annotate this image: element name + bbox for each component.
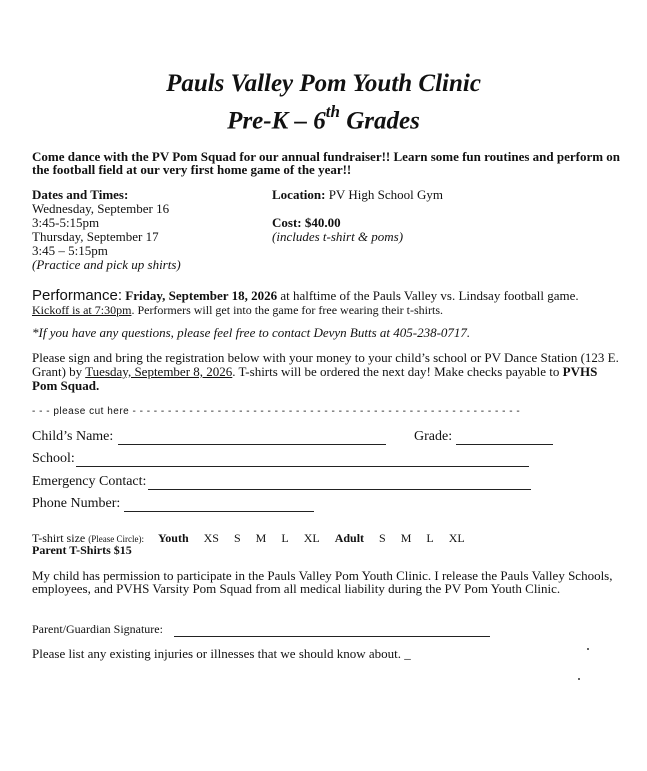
adult-size-xl[interactable]: XL bbox=[448, 531, 465, 545]
adult-size-l[interactable]: L bbox=[426, 531, 434, 545]
parent-tshirt-price: Parent T-Shirts $15 bbox=[32, 543, 132, 557]
emergency-contact-field[interactable] bbox=[148, 489, 531, 490]
youth-size-l[interactable]: L bbox=[281, 531, 289, 545]
date-line-2: Thursday, September 17 bbox=[32, 229, 159, 244]
instructions-text-2: . T-shirts will be ordered the next day! Make checks payable to bbox=[232, 364, 563, 379]
cost-label: Cost: $40.00 bbox=[272, 215, 341, 230]
grades-superscript: th bbox=[325, 102, 340, 121]
injuries-prompt: Please list any existing injuries or illnesses that we should know about. _ bbox=[32, 646, 411, 661]
dates-section bbox=[32, 188, 181, 272]
adult-size-m[interactable]: M bbox=[400, 531, 412, 545]
youth-size-xl[interactable]: XL bbox=[303, 531, 320, 545]
phone-number-field[interactable] bbox=[124, 511, 314, 512]
deadline-date: Tuesday, September 8, 2026 bbox=[85, 364, 233, 379]
location-line bbox=[272, 188, 443, 202]
dates-heading: Dates and Times: bbox=[32, 187, 129, 202]
adult-size-s[interactable]: S bbox=[379, 531, 386, 545]
youth-size-xs[interactable]: XS bbox=[203, 531, 219, 545]
time-line-2: 3:45 – 5:15pm bbox=[32, 243, 108, 258]
child-name-label: Child’s Name: bbox=[32, 429, 114, 444]
performance-detail: at halftime of the Pauls Valley vs. Lindsay football game. bbox=[277, 288, 579, 303]
grades-suffix: Grades bbox=[339, 107, 420, 135]
adult-label: Adult bbox=[334, 531, 365, 545]
signature-label: Parent/Guardian Signature: bbox=[32, 622, 163, 636]
school-label: School: bbox=[32, 451, 75, 466]
tshirt-circle-note: (Please Circle): bbox=[88, 534, 144, 544]
cost-note: (includes t-shirt & poms) bbox=[272, 229, 404, 244]
permission-statement: My child has permission to participate in the Pauls Valley Pom Youth Clinic. I release the Pauls Valley Schools, employees, and PVHS Varsity Pom Squad from all medical liability during the PV Pom Youth Clinic. bbox=[32, 568, 613, 596]
payee: PVHS Pom Squad. bbox=[32, 364, 598, 393]
youth-size-m[interactable]: M bbox=[255, 531, 267, 545]
school-field[interactable] bbox=[76, 466, 529, 467]
date-line-1: Wednesday, September 16 bbox=[32, 201, 170, 216]
cut-line: - - - please cut here - - - - - - - - - - - - - - - - - - - - - - - - - - - - - - - - - - - - - - - - - - - - - - - - - - - - - - - bbox=[32, 406, 521, 417]
grade-field[interactable] bbox=[456, 444, 553, 445]
dates-note: (Practice and pick up shirts) bbox=[32, 257, 181, 272]
time-line-1: 3:45-5:15pm bbox=[32, 215, 100, 230]
location-label: Location: bbox=[272, 187, 326, 202]
youth-label: Youth bbox=[157, 531, 189, 545]
tshirt-label: T-shirt size bbox=[32, 531, 89, 545]
youth-size-s[interactable]: S bbox=[233, 531, 241, 545]
performance-date: Friday, September 18, 2026 bbox=[125, 288, 278, 303]
grades-heading bbox=[0, 104, 647, 135]
performers-note: . Performers will get into the game for free wearing their t-shirts. bbox=[131, 303, 444, 317]
performance-line-2 bbox=[32, 303, 443, 318]
speck-mark bbox=[587, 648, 589, 650]
kickoff-time: Kickoff is at 7:30pm bbox=[32, 303, 132, 317]
intro-text: Come dance with the PV Pom Squad for our annual fundraiser!! Learn some fun routines and perform on the football field at our very first home game of the year!! bbox=[32, 149, 621, 177]
grades-prefix: Pre-K – 6 bbox=[227, 107, 326, 135]
performance-label: Performance: bbox=[32, 287, 123, 304]
child-name-field[interactable] bbox=[118, 444, 386, 445]
phone-number-label: Phone Number: bbox=[32, 496, 121, 511]
page-title: Pauls Valley Pom Youth Clinic bbox=[166, 70, 481, 97]
instructions-text: Please sign and bring the registration below with your money to your child’s school or PV Dance Station (123 E. Grant) by bbox=[32, 350, 619, 379]
speck-mark bbox=[578, 678, 580, 680]
contact-note: *If you have any questions, please feel free to contact Devyn Butts at 405-238-0717. bbox=[32, 325, 471, 340]
grade-label: Grade: bbox=[414, 429, 453, 444]
performance-line bbox=[32, 287, 579, 304]
registration-instructions bbox=[32, 351, 622, 393]
location-value: PV High School Gym bbox=[325, 187, 443, 202]
cost-section bbox=[272, 216, 403, 244]
signature-field[interactable] bbox=[174, 636, 490, 637]
emergency-contact-label: Emergency Contact: bbox=[32, 474, 147, 489]
